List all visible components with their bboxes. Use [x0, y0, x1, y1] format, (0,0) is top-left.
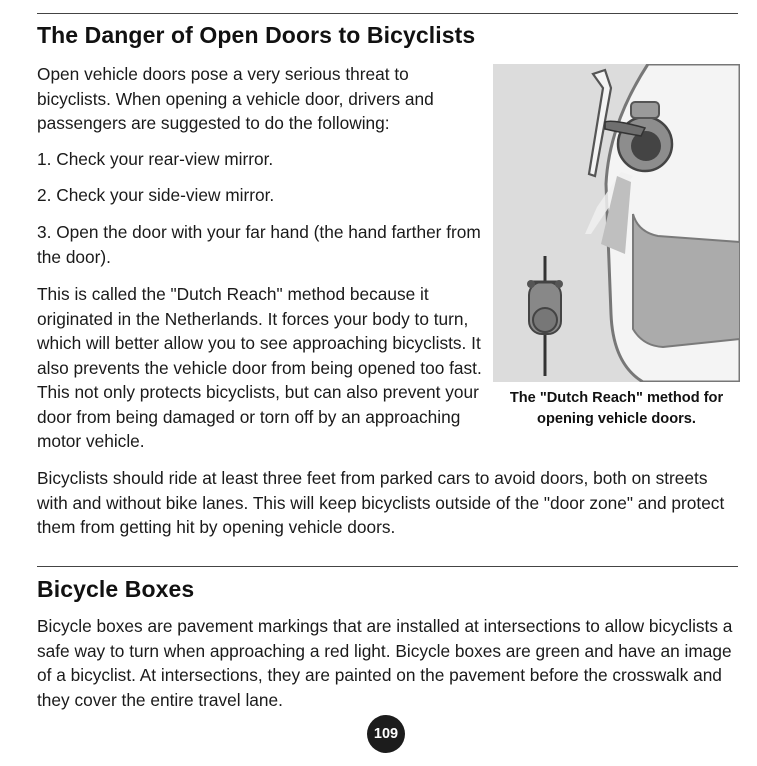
step-3: 3. Open the door with your far hand (the hand farther from the door).: [37, 222, 481, 267]
door-zone-paragraph: Bicyclists should ride at least three feet from parked cars to avoid doors, both on streets with and without bike lanes. This will keep bicyclists outside of the "door zone" and protect them from getting hit by opening vehicle doors.: [37, 468, 725, 537]
dutch-reach-paragraph: This is called the "Dutch Reach" method because it originated in the Netherlands. It forces your body to turn, which will better allow you to see approaching bicyclists. It also prevents the vehicle door from being opened too fast. This not only protects bicyclists, but can also prevent your door from being damaged or torn off by an approaching motor vehicle.: [37, 284, 482, 451]
figure-caption: The "Dutch Reach" method for opening vehicle doors.: [509, 390, 724, 427]
section-title-open-doors: The Danger of Open Doors to Bicyclists: [37, 22, 476, 48]
section-divider: [37, 566, 738, 567]
section-title-bicycle-boxes: Bicycle Boxes: [37, 576, 195, 602]
step-1: 1. Check your rear-view mirror.: [37, 149, 274, 169]
dutch-reach-illustration: [493, 64, 740, 382]
bicycle-boxes-paragraph: Bicycle boxes are pavement markings that are installed at intersections to allow bicyclists a safe way to turn when approaching a red light. Bicycle boxes are green and have an image of a bicyclist. At intersections, they are painted on the pavement before the crosswalk and they cover the entire travel lane.: [37, 616, 733, 710]
page-number-badge: 109: [367, 715, 405, 753]
top-rule: [37, 13, 738, 14]
step-2: 2. Check your side-view mirror.: [37, 185, 275, 205]
intro-paragraph: Open vehicle doors pose a very serious threat to bicyclists. When opening a vehicle door, drivers and passengers are suggested to do the following:: [37, 64, 434, 133]
